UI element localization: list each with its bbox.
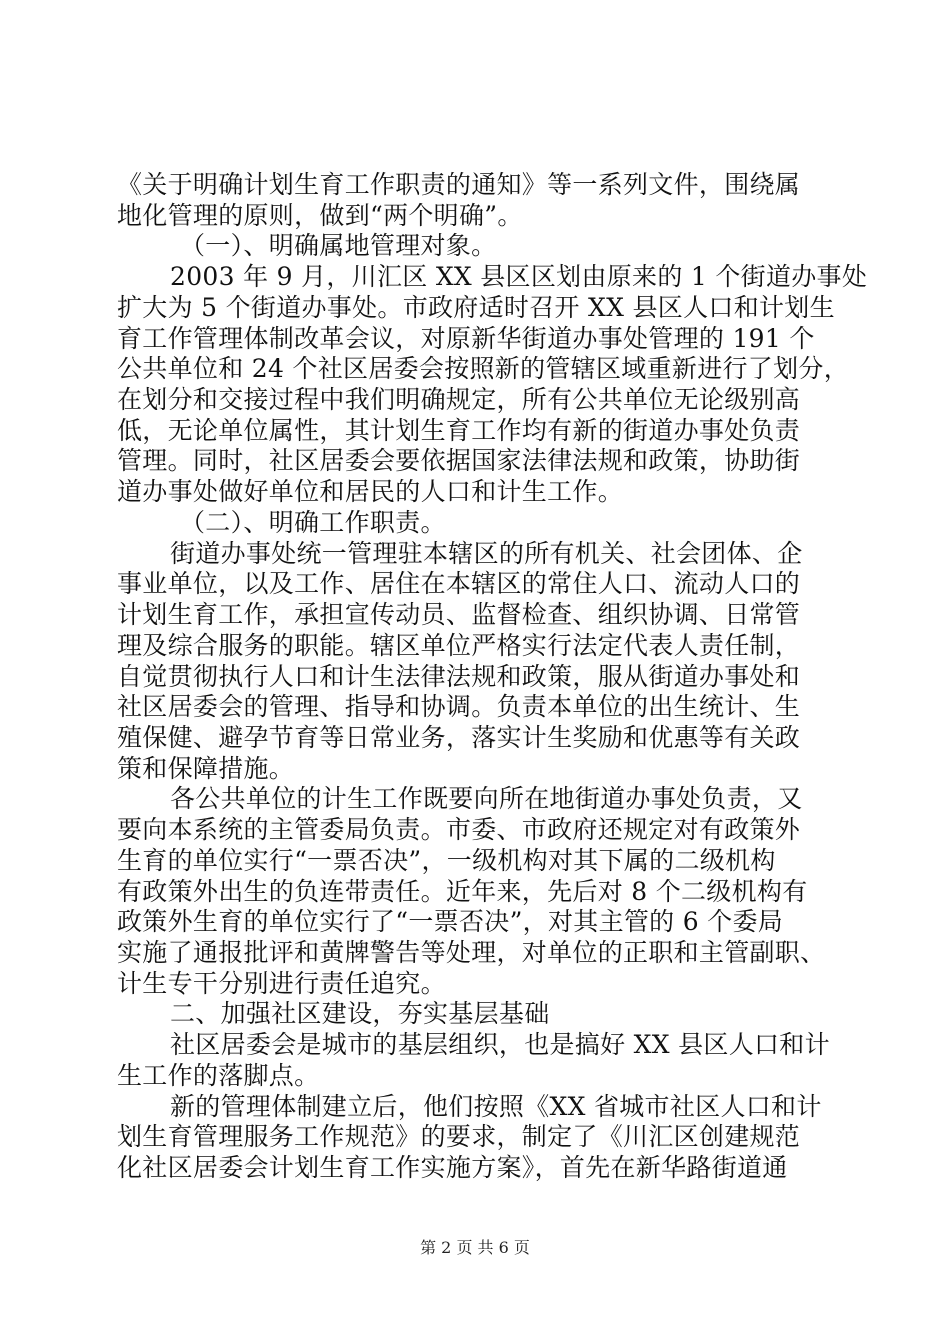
text-line-21: 各公共单位的计生工作既要向所在地街道办事处负责，又 <box>170 784 803 813</box>
text-line-5: 扩大为 5 个街道办事处。市政府适时召开 XX 县区人口和计划生 <box>117 293 835 322</box>
text-line-15: 计划生育工作，承担宣传动员、监督检查、组织协调、日常管 <box>117 600 801 629</box>
text-line-17: 自觉贯彻执行人口和计生法律法规和政策，服从街道办事处和 <box>117 662 801 691</box>
text-line-23: 生育的单位实行“一票否决”，一级机构对其下属的二级机构 <box>117 846 776 875</box>
page-number-footer: 第 2 页 共 6 页 <box>420 1238 530 1257</box>
text-line-30: 生工作的落脚点。 <box>117 1061 320 1090</box>
text-line-29: 社区居委会是城市的基层组织，也是搞好 XX 县区人口和计 <box>170 1030 830 1059</box>
text-line-10: 管理。同时，社区居委会要依据国家法律法规和政策，协助街 <box>117 446 801 475</box>
text-line-22: 要向本系统的主管委局负责。市委、市政府还规定对有政策外 <box>117 815 801 844</box>
text-line-11: 道办事处做好单位和居民的人口和计生工作。 <box>117 477 624 506</box>
section-heading-3: 二、加强社区建设，夯实基层基础 <box>170 999 550 1028</box>
text-line-9: 低，无论单位属性，其计划生育工作均有新的街道办事处负责 <box>117 416 801 445</box>
text-line-7: 公共单位和 24 个社区居委会按照新的管辖区域重新进行了划分， <box>117 354 850 383</box>
text-line-27: 计生专干分别进行责任追究。 <box>117 969 446 998</box>
text-line-13: 街道办事处统一管理驻本辖区的所有机关、社会团体、企 <box>170 539 803 568</box>
section-heading-1: （一）、明确属地管理对象。 <box>180 231 497 260</box>
text-line-32: 划生育管理服务工作规范》的要求，制定了《川汇区创建规范 <box>117 1122 801 1151</box>
text-line-19: 殖保健、避孕节育等日常业务，落实计生奖励和优惠等有关政 <box>117 723 801 752</box>
text-line-14: 事业单位，以及工作、居住在本辖区的常住人口、流动人口的 <box>117 569 801 598</box>
text-line-33: 化社区居委会计划生育工作实施方案》，首先在新华路街道通 <box>117 1153 788 1182</box>
text-line-20: 策和保障措施。 <box>117 754 295 783</box>
text-line-24: 有政策外出生的负连带责任。近年来，先后对 8 个二级机构有 <box>117 877 808 906</box>
text-line-16: 理及综合服务的职能。辖区单位严格实行法定代表人责任制， <box>117 631 801 660</box>
text-line-8: 在划分和交接过程中我们明确规定，所有公共单位无论级别高 <box>117 385 801 414</box>
text-line-2: 地化管理的原则，做到“两个明确”。 <box>117 201 523 230</box>
text-line-1: 《关于明确计划生育工作职责的通知》等一系列文件，围绕属 <box>117 170 801 199</box>
text-line-31: 新的管理体制建立后，他们按照《XX 省城市社区人口和计 <box>170 1092 822 1121</box>
section-heading-2: （二）、明确工作职责。 <box>180 508 446 537</box>
text-line-26: 实施了通报批评和黄牌警告等处理，对单位的正职和主管副职、 <box>117 938 826 967</box>
text-line-6: 育工作管理体制改革会议，对原新华街道办事处管理的 191 个 <box>117 324 815 353</box>
text-line-25: 政策外生育的单位实行了“一票否决”，对其主管的 6 个委局 <box>117 907 784 936</box>
text-line-18: 社区居委会的管理、指导和协调。负责本单位的出生统计、生 <box>117 692 801 721</box>
text-line-4: 2003 年 9 月，川汇区 XX 县区区划由原来的 1 个街道办事处 <box>170 262 868 291</box>
